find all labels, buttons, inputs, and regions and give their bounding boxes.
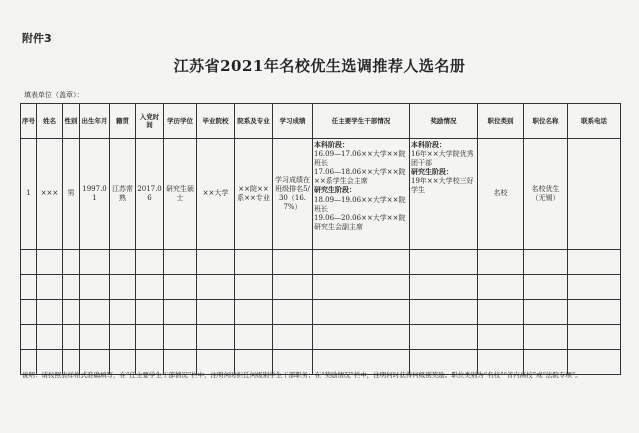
header-cell: 出生年月 bbox=[80, 104, 110, 139]
header-row bbox=[21, 104, 621, 139]
seq-cell: 1 bbox=[21, 139, 37, 250]
post-type-cell: 名校 bbox=[478, 139, 524, 250]
award-line: 本科阶段： bbox=[411, 141, 446, 149]
header-cell: 职位名称 bbox=[524, 104, 568, 139]
header-cell: 任主要学生干部情况 bbox=[313, 104, 410, 139]
page-title: 江苏省2021年名校优生选调推荐人选名册 bbox=[173, 57, 466, 75]
footnote: 说明：请按照表样格式准确填写，在“任主要学生干部情况”栏中，注明何时担任何级别学生干部职务；在“奖励情况”栏中，注明何时获得何级别奖励。职位类别为“名校”“省内高校”或“法院专项”。 bbox=[22, 371, 582, 379]
header-cell: 入党时间 bbox=[136, 104, 164, 139]
score-cell: 学习成绩在班级排名5/30（16.7%） bbox=[273, 139, 313, 250]
attachment-label: 附件3 bbox=[22, 32, 52, 45]
award-line: 19年××大学校三好学生 bbox=[411, 177, 474, 195]
candidate-table bbox=[20, 103, 621, 375]
header-cell: 性别 bbox=[63, 104, 80, 139]
header-cell: 职位类别 bbox=[478, 104, 524, 139]
award-cell bbox=[410, 139, 478, 250]
cadre-line: 本科阶段： bbox=[314, 141, 349, 149]
empty-row bbox=[21, 325, 621, 350]
cadre-line: 18.09—19.06××大学××院班长 bbox=[314, 195, 406, 213]
cadre-line: 研究生阶段： bbox=[314, 186, 356, 195]
fill-unit-label: 填表单位（盖章）： bbox=[24, 91, 84, 99]
phone-cell bbox=[568, 139, 621, 250]
header-cell: 学习成绩 bbox=[273, 104, 313, 139]
header-cell: 毕业院校 bbox=[197, 104, 235, 139]
native-cell: 江苏常熟 bbox=[110, 139, 136, 250]
cadre-line: 16.09—17.06××大学××院班长 bbox=[314, 150, 406, 168]
header-cell: 联系电话 bbox=[568, 104, 621, 139]
award-line: 16年××大学院优秀团干部 bbox=[411, 150, 474, 168]
cadre-line: 19.06—20.06××大学××院研究生会副主席 bbox=[314, 213, 406, 231]
header-cell: 姓名 bbox=[37, 104, 63, 139]
header-cell: 序号 bbox=[21, 104, 37, 139]
header-cell: 奖励情况 bbox=[410, 104, 478, 139]
cadre-cell bbox=[313, 139, 410, 250]
empty-row bbox=[21, 275, 621, 300]
header-cell: 学历学位 bbox=[164, 104, 197, 139]
party-cell: 2017.06 bbox=[136, 139, 164, 250]
table-row bbox=[21, 139, 621, 250]
name-cell: ××× bbox=[37, 139, 63, 250]
award-line: 研究生阶段： bbox=[411, 168, 453, 177]
empty-row bbox=[21, 300, 621, 325]
degree-cell: 研究生硕士 bbox=[164, 139, 197, 250]
cadre-line: 17.06—18.06××大学××院××系学生会主席 bbox=[314, 168, 406, 186]
gender-cell: 男 bbox=[63, 139, 80, 250]
empty-row bbox=[21, 250, 621, 275]
school-cell: ××大学 bbox=[197, 139, 235, 250]
header-cell: 籍贯 bbox=[110, 104, 136, 139]
header-cell: 院系及专业 bbox=[235, 104, 273, 139]
birth-cell: 1997.01 bbox=[80, 139, 110, 250]
dept-cell: ××院××系××专业 bbox=[235, 139, 273, 250]
post-name-cell: 名校优生（无锡） bbox=[524, 139, 568, 250]
